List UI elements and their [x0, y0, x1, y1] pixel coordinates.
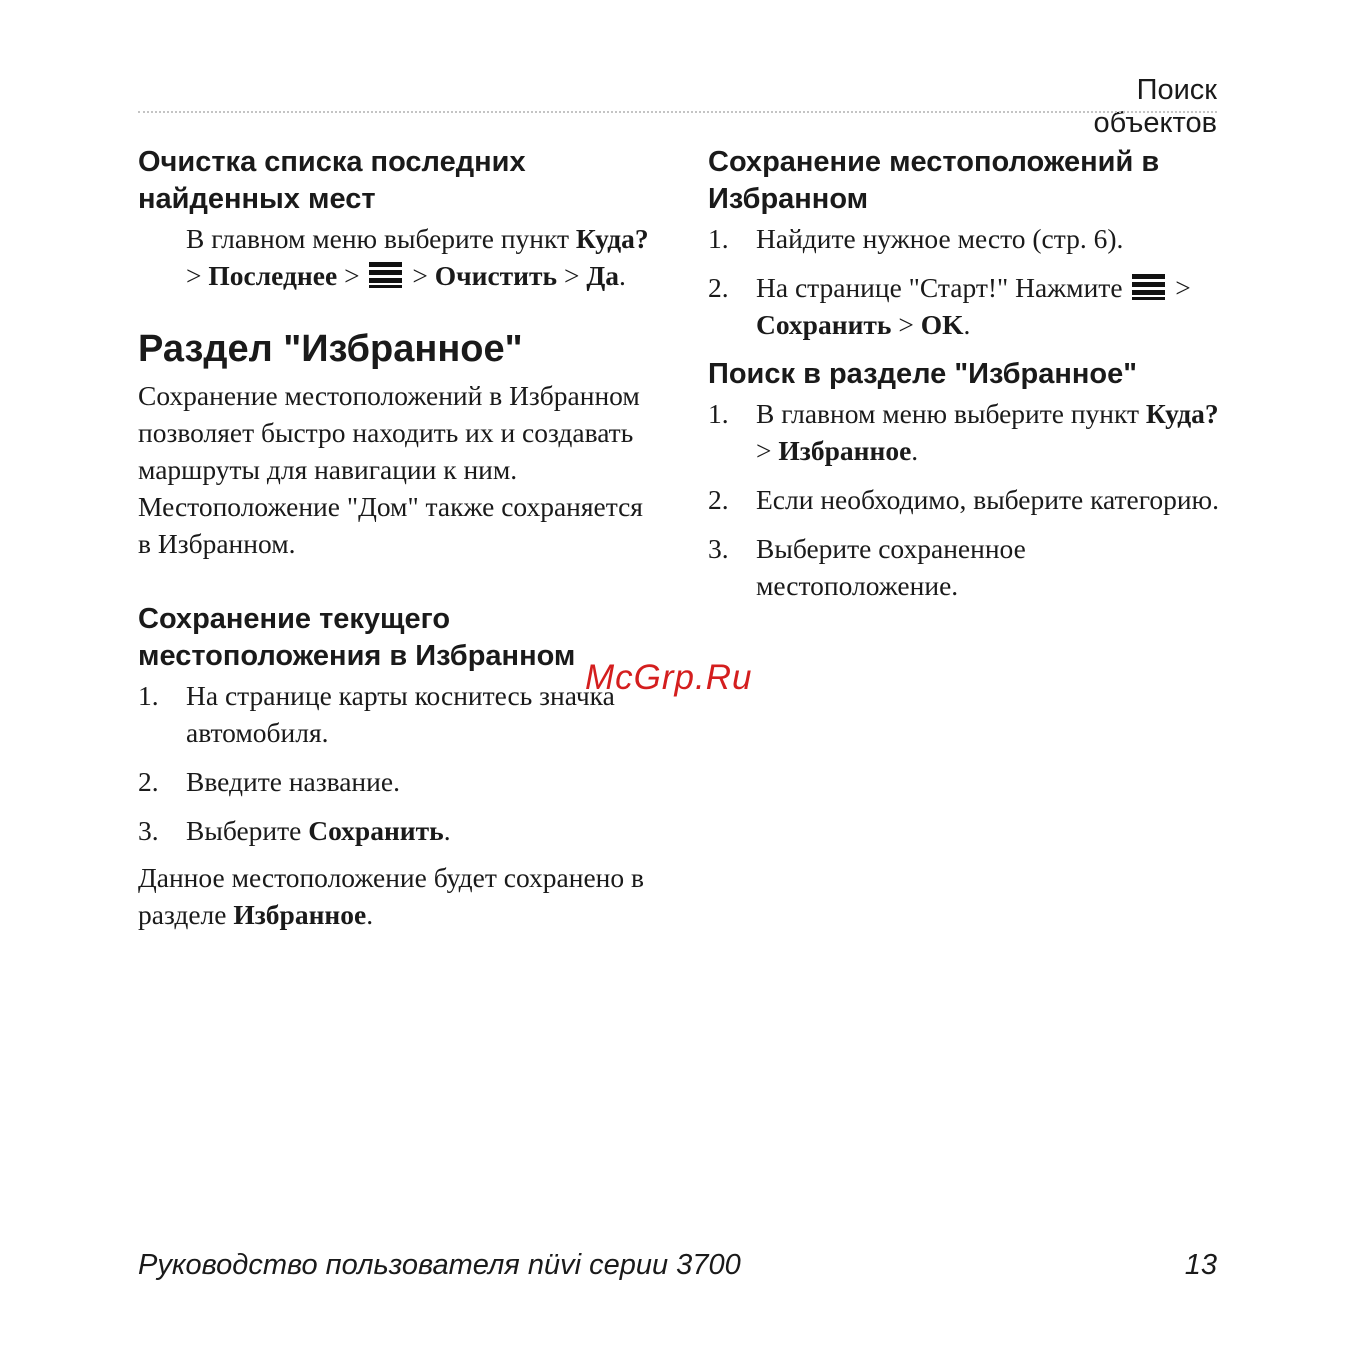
menu-path-recent: Последнее: [208, 260, 338, 291]
header-divider: [138, 111, 1217, 113]
section-clear-recent: [138, 144, 658, 294]
list-item: 1. В главном меню выберите пункт Куда? > Избранное.: [708, 398, 1219, 466]
section-heading: Поиск в разделе "Избранное": [708, 358, 1138, 390]
menu-path-where-to: Куда?: [575, 223, 649, 254]
menu-path-favorites: Избранное: [233, 899, 367, 930]
menu-path-favorites: Избранное: [778, 435, 912, 466]
list-item: 1. Найдите нужное место (стр. 6).: [708, 223, 1124, 254]
watermark: McGrp.Ru: [585, 658, 753, 697]
menu-icon: [369, 262, 402, 288]
instruction-text: В главном меню выберите пункт Куда? > Последнее > > Очистить > Да.: [186, 223, 649, 291]
menu-icon: [1132, 274, 1165, 300]
menu-path-clear: Очистить: [434, 260, 558, 291]
chapter-heading: Раздел "Избранное": [138, 328, 523, 370]
footer-title: Руководство пользователя nüvi серии 3700: [138, 1249, 741, 1281]
result-paragraph: Данное местоположение будет сохранено в разделе Избранное.: [138, 862, 644, 930]
list-item: 2. Введите название.: [138, 766, 400, 797]
list-item: 2. На странице "Старт!" Нажмите > Сохранить > OK.: [708, 272, 1191, 340]
steps-list: [708, 395, 1228, 604]
list-item: 3. Выберите сохраненное местоположение.: [708, 533, 1026, 601]
menu-path-yes: Да: [586, 260, 620, 291]
steps-list: [138, 677, 658, 849]
section-favorites: [138, 326, 658, 562]
list-item: 3. Выберите Сохранить.: [138, 815, 451, 846]
right-column: [708, 144, 1228, 616]
menu-path-save: Сохранить: [308, 815, 444, 846]
left-column: [138, 144, 658, 933]
menu-path-save: Сохранить: [756, 309, 892, 340]
section-heading: Сохранение местоположений в Избранном: [708, 146, 1160, 215]
list-item: 2. Если необходимо, выберите категорию.: [708, 484, 1219, 515]
page-number: 13: [1184, 1249, 1217, 1281]
intro-paragraph: Сохранение местоположений в Избранном позволяет быстро находить их и создавать маршруты для навигации к ним. Местоположение "Дом" также сохраняется в Избранном.: [138, 380, 643, 559]
menu-path-ok: OK: [920, 309, 964, 340]
section-heading: Очистка списка последних найденных мест: [138, 146, 526, 215]
running-header: Поиск объектов: [1093, 74, 1217, 139]
steps-list: [708, 220, 1228, 343]
list-item: 1. На странице карты коснитесь значка автомобиля.: [138, 680, 615, 748]
menu-path-where-to: Куда?: [1145, 398, 1219, 429]
section-save-current-location: [138, 601, 658, 933]
section-heading: Сохранение текущего местоположения в Избранном: [138, 603, 576, 672]
section-save-locations: [708, 144, 1228, 343]
section-find-favorites: [708, 356, 1228, 604]
